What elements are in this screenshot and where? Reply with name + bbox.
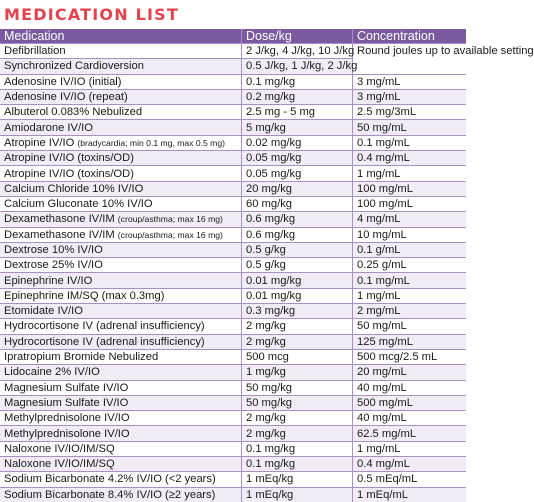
table-row xyxy=(0,487,466,502)
table-header-row xyxy=(0,29,466,44)
table-row xyxy=(0,472,466,487)
dose-cell: 0.05 mg/kg xyxy=(242,166,353,181)
table-row xyxy=(0,181,466,196)
dose-cell: 2.5 mg - 5 mg xyxy=(242,105,353,120)
medication-cell xyxy=(0,120,242,135)
dose-cell: 2 mg/kg xyxy=(242,411,353,426)
medication-cell xyxy=(0,426,242,441)
table-row xyxy=(0,334,466,349)
table-row xyxy=(0,151,466,166)
medication-name: Amiodarone IV/IO xyxy=(4,121,93,134)
medication-cell xyxy=(0,105,242,120)
dose-cell: 0.2 mg/kg xyxy=(242,89,353,104)
medication-cell xyxy=(0,196,242,211)
table-row xyxy=(0,365,466,380)
concentration-cell: 1 mg/mL xyxy=(353,288,467,303)
dose-cell: 0.02 mg/kg xyxy=(242,135,353,150)
medication-name: Etomidate IV/IO xyxy=(4,305,83,318)
table-row xyxy=(0,288,466,303)
medication-name: Dexamethasone IV/IM xyxy=(4,228,115,241)
concentration-cell: 500 mcg/2.5 mL xyxy=(353,349,467,364)
medication-name: Dextrose 25% IV/IO xyxy=(4,259,103,272)
medication-cell xyxy=(0,319,242,334)
concentration-cell: 1 mg/mL xyxy=(353,441,467,456)
medication-name: Magnesium Sulfate IV/IO xyxy=(4,396,129,409)
medication-name: Atropine IV/IO xyxy=(4,136,75,149)
medication-cell xyxy=(0,181,242,196)
medication-cell xyxy=(0,334,242,349)
table-row xyxy=(0,395,466,410)
concentration-cell: 0.1 mg/mL xyxy=(353,273,467,288)
dose-cell: 0.01 mg/kg xyxy=(242,288,353,303)
table-body xyxy=(0,44,534,502)
table-row xyxy=(0,89,466,104)
concentration-cell: 50 mg/mL xyxy=(353,120,467,135)
medication-cell xyxy=(0,457,242,472)
table-row xyxy=(0,411,466,426)
concentration-cell: 50 mg/mL xyxy=(353,319,467,334)
medication-cell xyxy=(0,227,242,242)
dose-cell: 1 mg/kg xyxy=(242,365,353,380)
medication-cell xyxy=(0,380,242,395)
medication-cell xyxy=(0,151,242,166)
concentration-cell: 2.5 mg/3mL xyxy=(353,105,467,120)
medication-note: (croup/asthma; max 16 mg) xyxy=(117,229,223,240)
medication-name: Adenosine IV/IO (initial) xyxy=(4,75,122,88)
concentration-cell: 500 mg/mL xyxy=(353,395,467,410)
medication-name: Sodium Bicarbonate 4.2% IV/IO (<2 years) xyxy=(4,473,216,486)
dose-cell: 60 mg/kg xyxy=(242,196,353,211)
dose-cell: 0.05 mg/kg xyxy=(242,151,353,166)
medication-name: Albuterol 0.083% Nebulized xyxy=(4,106,143,119)
concentration-cell: 125 mg/mL xyxy=(353,334,467,349)
dose-cell: 0.6 mg/kg xyxy=(242,212,353,227)
dose-cell: 2 mg/kg xyxy=(242,334,353,349)
concentration-cell: 1 mEq/mL xyxy=(353,487,467,502)
medication-cell xyxy=(0,441,242,456)
medication-table xyxy=(0,29,534,502)
dose-cell: 2 mg/kg xyxy=(242,426,353,441)
header-dose: Dose/kg xyxy=(242,29,353,44)
concentration-cell: 0.5 mEq/mL xyxy=(353,472,467,487)
medication-name: Magnesium Sulfate IV/IO xyxy=(4,381,129,394)
medication-cell xyxy=(0,411,242,426)
dose-cell: 500 mcg xyxy=(242,349,353,364)
table-row xyxy=(0,304,466,319)
medication-name: Atropine IV/IO (toxins/OD) xyxy=(4,152,134,165)
medication-note: (croup/asthma; max 16 mg) xyxy=(117,214,223,225)
medication-name: Naloxone IV/IO/IM/SQ xyxy=(4,442,115,455)
dose-cell: 0.1 mg/kg xyxy=(242,457,353,472)
dose-cell: 50 mg/kg xyxy=(242,380,353,395)
medication-cell xyxy=(0,212,242,227)
table-row xyxy=(0,74,466,89)
medication-name: Calcium Gluconate 10% IV/IO xyxy=(4,198,153,211)
header-concentration: Concentration xyxy=(353,29,467,44)
table-row xyxy=(0,426,466,441)
dose-cell: 0.6 mg/kg xyxy=(242,227,353,242)
medication-cell xyxy=(0,349,242,364)
medication-name: Dexamethasone IV/IM xyxy=(4,213,115,226)
medication-cell xyxy=(0,288,242,303)
dose-cell: 0.3 mg/kg xyxy=(242,304,353,319)
table-row xyxy=(0,457,466,472)
header-medication: Medication xyxy=(0,29,242,44)
medication-cell: Defibrillation xyxy=(0,44,242,59)
medication-name: Atropine IV/IO (toxins/OD) xyxy=(4,167,134,180)
medication-name: Hydrocortisone IV (adrenal insufficiency) xyxy=(4,320,205,333)
medication-name: Methylprednisolone IV/IO xyxy=(4,412,130,425)
concentration-cell: 4 mg/mL xyxy=(353,212,467,227)
medication-cell xyxy=(0,472,242,487)
dose-cell: 50 mg/kg xyxy=(242,395,353,410)
medication-name: Calcium Chloride 10% IV/IO xyxy=(4,182,144,195)
table-row xyxy=(0,196,466,211)
concentration-cell: 1 mg/mL xyxy=(353,166,467,181)
concentration-cell: 2 mg/mL xyxy=(353,304,467,319)
dose-cell: 0.1 mg/kg xyxy=(242,441,353,456)
medication-name: Epinephrine IM/SQ (max 0.3mg) xyxy=(4,289,165,302)
table-row xyxy=(0,319,466,334)
medication-cell xyxy=(0,135,242,150)
concentration-cell: 0.4 mg/mL xyxy=(353,457,467,472)
medication-name: Sodium Bicarbonate 8.4% IV/IO (≥2 years) xyxy=(4,488,216,501)
concentration-cell: 0.4 mg/mL xyxy=(353,151,467,166)
medication-cell xyxy=(0,304,242,319)
medication-cell xyxy=(0,273,242,288)
dose-cell: 2 mg/kg xyxy=(242,319,353,334)
table-row xyxy=(0,242,466,257)
dose-cell: 2 J/kg, 4 J/kg, 10 J/kg xyxy=(242,44,353,59)
medication-name: Lidocaine 2% IV/IO xyxy=(4,366,100,379)
medication-cell xyxy=(0,89,242,104)
medication-name: Naloxone IV/IO/IM/SQ xyxy=(4,458,115,471)
medication-name: Dextrose 10% IV/IO xyxy=(4,244,103,256)
medication-cell xyxy=(0,258,242,273)
medication-cell xyxy=(0,365,242,380)
medication-name: Epinephrine IV/IO xyxy=(4,274,93,287)
dose-cell: 0.5 g/kg xyxy=(242,242,353,257)
dose-cell: 0.1 mg/kg xyxy=(242,74,353,89)
concentration-cell: 0.1 mg/mL xyxy=(353,135,467,150)
dose-cell: 1 mEq/kg xyxy=(242,487,353,502)
medication-cell xyxy=(0,74,242,89)
table-row xyxy=(0,212,466,227)
table-row xyxy=(0,44,466,59)
dose-cell: 0.5 J/kg, 1 J/kg, 2 J/kg xyxy=(242,59,353,74)
medication-cell: Synchronized Cardioversion xyxy=(0,59,242,74)
medication-name: Hydrocortisone IV (adrenal insufficiency) xyxy=(4,335,205,348)
medication-name: Methylprednisolone IV/IO xyxy=(4,427,130,440)
table-row xyxy=(0,349,466,364)
concentration-cell: 3 mg/mL xyxy=(353,74,467,89)
concentration-cell: 10 mg/mL xyxy=(353,227,467,242)
table-row xyxy=(0,135,466,150)
table-row xyxy=(0,120,466,135)
table-row xyxy=(0,441,466,456)
page-title: MEDICATION LIST xyxy=(4,5,179,24)
medication-cell xyxy=(0,166,242,181)
dose-cell: 20 mg/kg xyxy=(242,181,353,196)
table-row xyxy=(0,166,466,181)
dose-cell: 1 mEq/kg xyxy=(242,472,353,487)
table-row xyxy=(0,105,466,120)
dose-cell: 0.01 mg/kg xyxy=(242,273,353,288)
concentration-cell: 40 mg/mL xyxy=(353,411,467,426)
dose-cell: 5 mg/kg xyxy=(242,120,353,135)
table-row xyxy=(0,258,466,273)
concentration-cell: 62.5 mg/mL xyxy=(353,426,467,441)
concentration-cell: 20 mg/mL xyxy=(353,365,467,380)
concentration-cell: 100 mg/mL xyxy=(353,196,467,211)
concentration-cell: 0.25 g/mL xyxy=(353,258,467,273)
electrical-note: Round joules up to available setting xyxy=(353,44,467,75)
concentration-cell: 3 mg/mL xyxy=(353,89,467,104)
medication-note: (bradycardia; min 0.1 mg, max 0.5 mg) xyxy=(77,137,225,148)
table-row xyxy=(0,380,466,395)
medication-cell xyxy=(0,242,242,257)
table-row xyxy=(0,227,466,242)
concentration-cell: 40 mg/mL xyxy=(353,380,467,395)
medication-name: Ipratropium Bromide Nebulized xyxy=(4,351,159,364)
concentration-cell: 0.1 g/mL xyxy=(353,242,467,257)
table-row xyxy=(0,273,466,288)
medication-name: Adenosine IV/IO (repeat) xyxy=(4,91,128,104)
medication-cell xyxy=(0,487,242,502)
medication-cell xyxy=(0,395,242,410)
concentration-cell: 100 mg/mL xyxy=(353,181,467,196)
dose-cell: 0.5 g/kg xyxy=(242,258,353,273)
